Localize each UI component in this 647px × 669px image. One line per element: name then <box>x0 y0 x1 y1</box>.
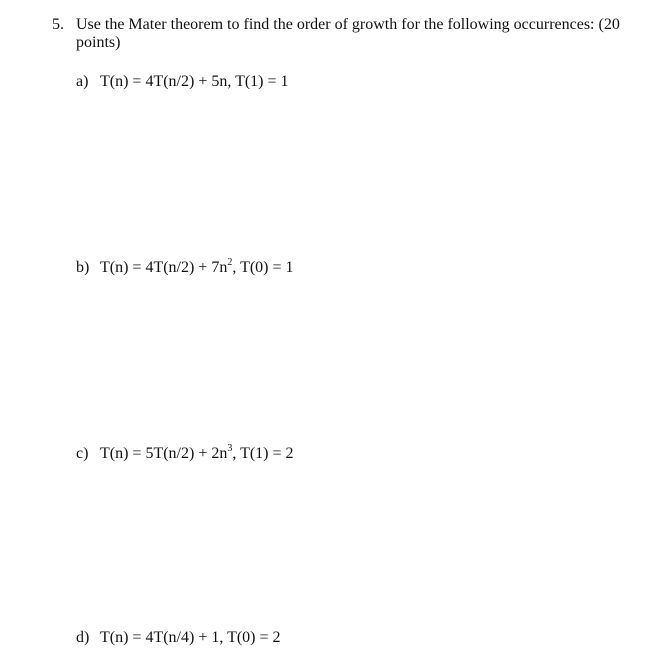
part-label: a) <box>76 73 89 90</box>
recurrence-text: T(n) = 4T(n/2) + 7n <box>100 259 228 276</box>
recurrence-text: T(n) = 4T(n/4) + 1, T(0) = 2 <box>100 629 281 646</box>
exponent: 3 <box>227 442 233 454</box>
recurrence-part-a <box>76 73 289 91</box>
recurrence-text: T(n) = 4T(n/2) + 5n, T(1) = 1 <box>100 73 289 90</box>
exponent: 2 <box>227 256 233 268</box>
initial-condition: , T(0) = 1 <box>232 259 294 276</box>
question-text: Use the Mater theorem to find the order of growth for the following occurrences: (20 points) <box>76 16 620 51</box>
recurrence-part-d <box>76 629 281 647</box>
part-label: b) <box>76 259 90 276</box>
part-label: c) <box>76 445 89 462</box>
initial-condition: , T(1) = 2 <box>232 445 294 462</box>
part-label: d) <box>76 629 90 646</box>
recurrence-part-c <box>76 442 294 463</box>
recurrence-text: T(n) = 5T(n/2) + 2n <box>100 445 228 462</box>
recurrence-part-b <box>76 256 294 277</box>
question-number: 5. <box>52 16 64 33</box>
